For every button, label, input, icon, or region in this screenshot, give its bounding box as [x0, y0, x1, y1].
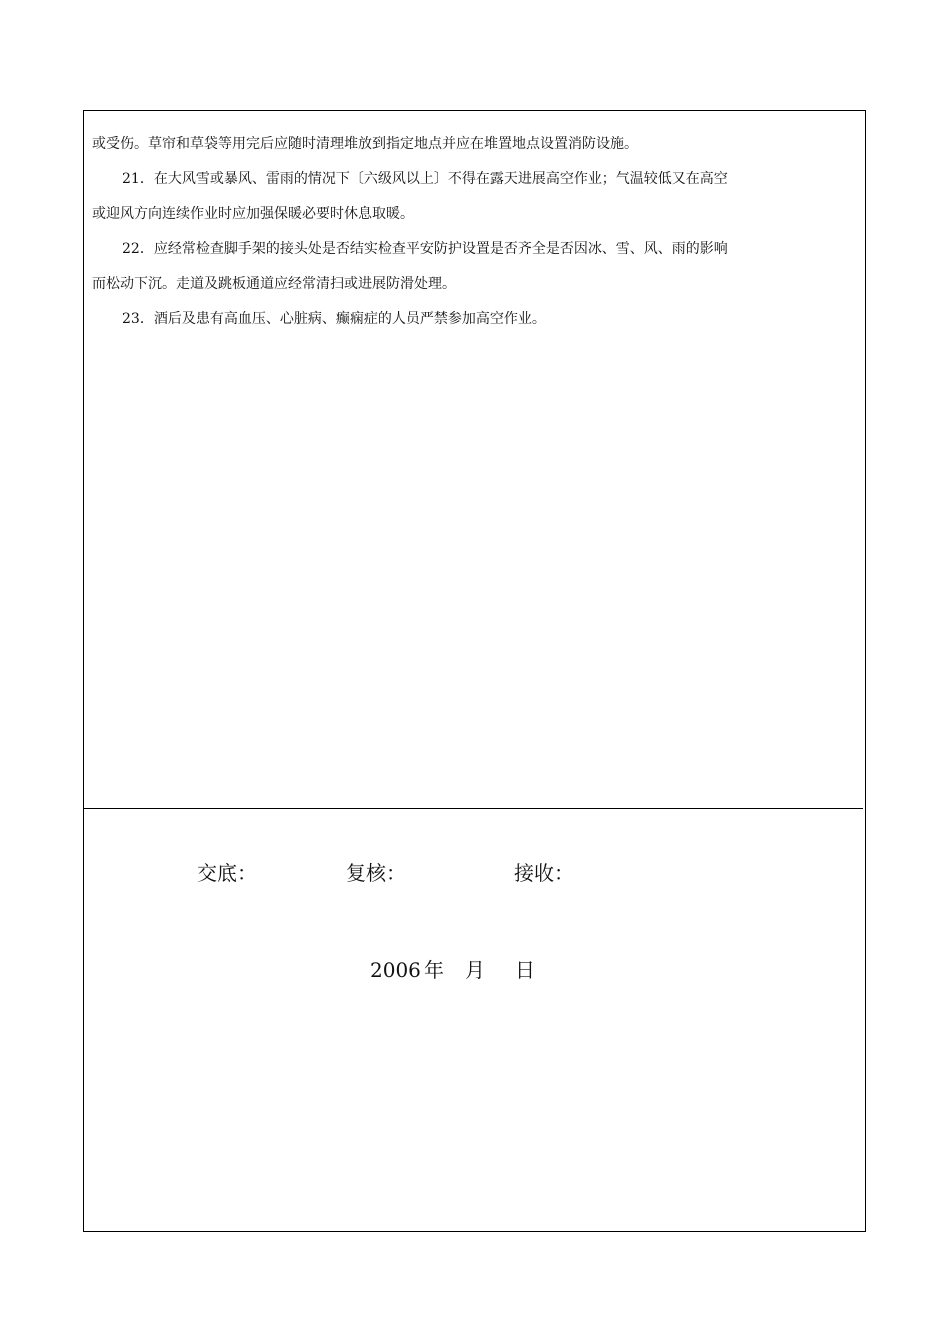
- content-line-1: 或受伤。草帘和草袋等用完后应随时清理堆放到指定地点并应在堆置地点设置消防设施。: [92, 136, 638, 152]
- signature-row: [0, 858, 950, 888]
- briefing-content-cell: [84, 111, 865, 808]
- date-year: 2006: [370, 958, 421, 982]
- review-label: 复核：: [346, 861, 406, 885]
- date-row: [0, 955, 950, 985]
- date-day-unit: 日: [515, 958, 535, 982]
- content-line-3: 或迎风方向连续作业时应加强保暖必要时休息取暖。: [92, 206, 414, 222]
- content-line-6: 23．酒后及患有高血压、心脏病、癫痫症的人员严禁参加高空作业。: [122, 311, 546, 327]
- date-month-unit: 月: [465, 958, 485, 982]
- content-line-5: 而松动下沉。走道及跳板通道应经常清扫或进展防滑处理。: [92, 276, 456, 292]
- content-line-2: 21．在大风雪或暴风、雷雨的情况下〔六级风以上〕不得在露天进展高空作业；气温较低又在高空: [122, 171, 728, 187]
- date-year-unit: 年: [424, 958, 444, 982]
- row-divider: [84, 808, 863, 809]
- safety-briefing-form: [83, 110, 866, 1232]
- receive-label: 接收：: [514, 861, 574, 885]
- handover-label: 交底：: [197, 861, 257, 885]
- content-line-4: 22．应经常检查脚手架的接头处是否结实检查平安防护设置是否齐全是否因冰、雪、风、雨的影响: [122, 241, 728, 257]
